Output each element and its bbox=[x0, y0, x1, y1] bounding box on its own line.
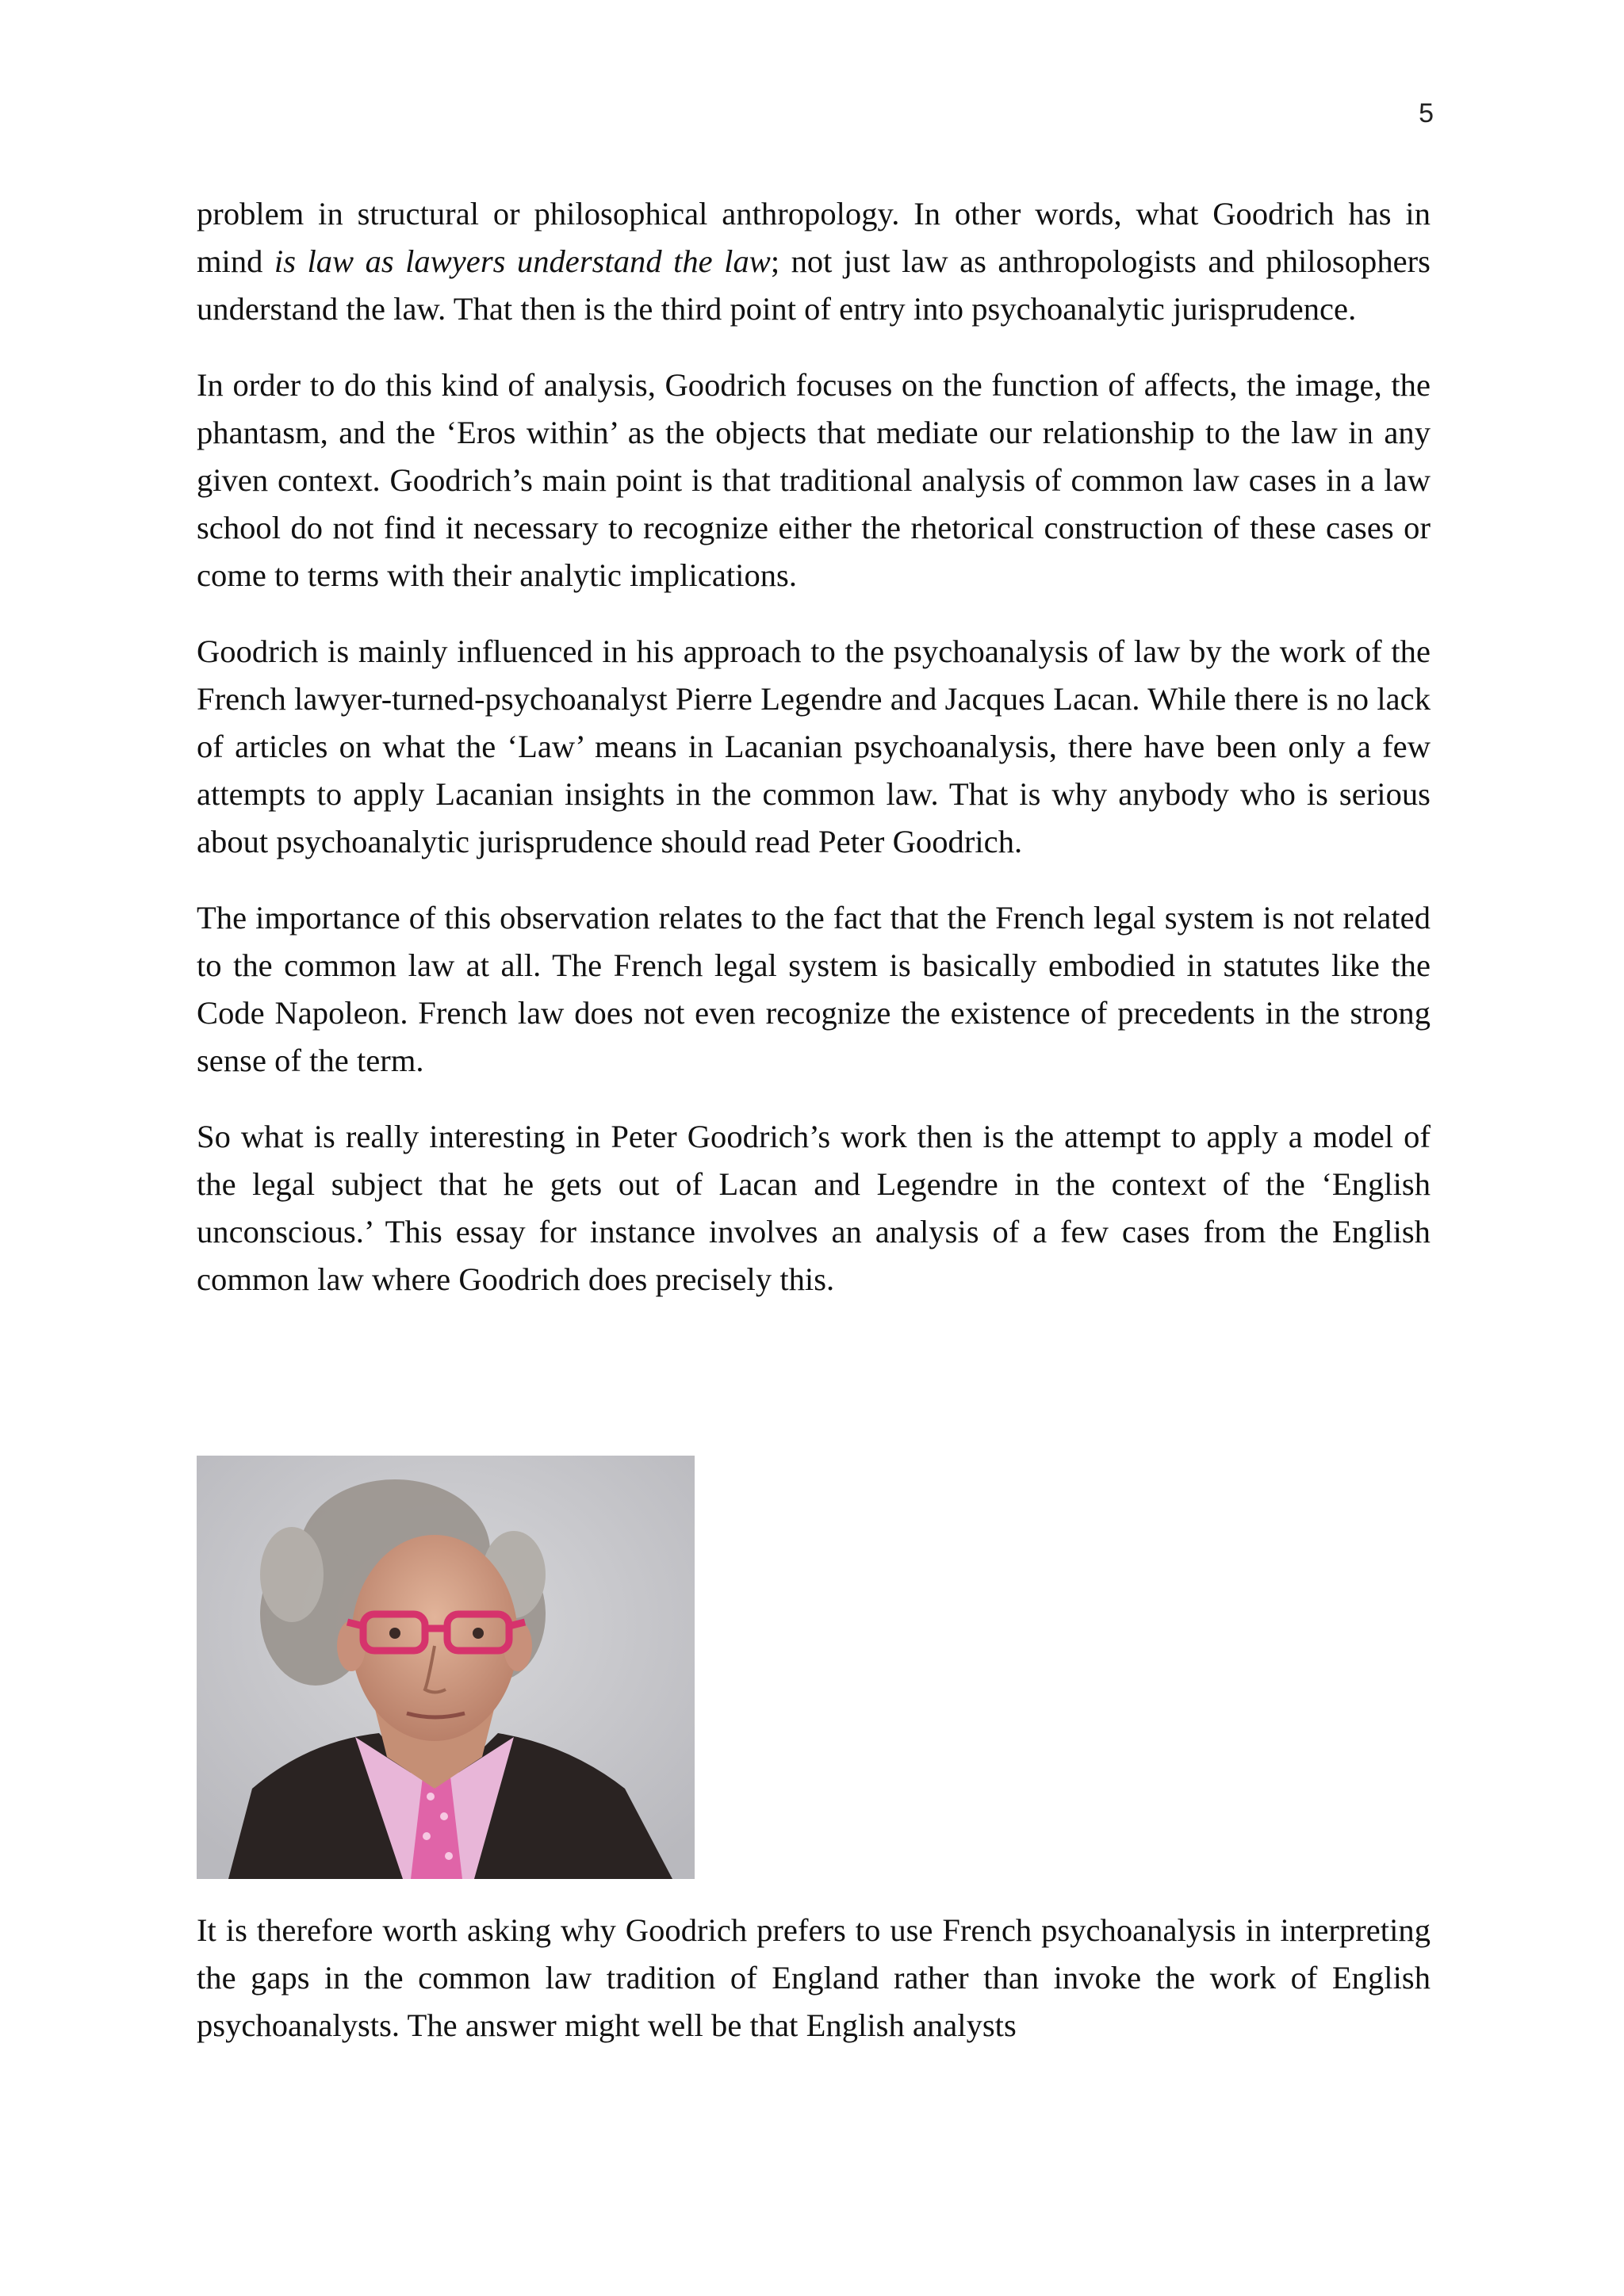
paragraph-1-part-b: ; not just law as anthropologists and philosophers understand the law. That then is the third point of entry into psychoanalytic jurisprudence. bbox=[197, 243, 1431, 327]
face bbox=[351, 1535, 518, 1741]
closing-text bbox=[197, 1907, 1431, 2078]
left-eye bbox=[389, 1628, 400, 1639]
paragraph-1-emphasis: is law as lawyers understand the law bbox=[274, 243, 771, 279]
paragraph-5: So what is really interesting in Peter Goodrich’s work then is the attempt to apply a model of the legal subject that he gets out of Lacan and Legendre in the context of the ‘English unconscious.’ This essay for instance involves an analysis of a few cases from the English common law where Goodrich does precisely this. bbox=[197, 1119, 1431, 1297]
paragraph-1 bbox=[197, 190, 1431, 333]
author-portrait-photo bbox=[197, 1456, 695, 1879]
right-eye bbox=[473, 1628, 484, 1639]
paragraph-2: In order to do this kind of analysis, Goodrich focuses on the function of affects, the image, the phantasm, and the ‘Eros within’ as the objects that mediate our relationship to the law in any given context. Goodrich’s main point is that traditional analysis of common law cases in a law school do not find it necessary to recognize either the rhetorical construction of these cases or come to terms with their analytic implications. bbox=[197, 367, 1431, 593]
page-number: 5 bbox=[1419, 98, 1434, 128]
paragraph-4: The importance of this observation relates to the fact that the French legal system is not related to the common law at all. The French legal system is basically embodied in statutes like the Code Napoleon. French law does not even recognize the existence of precedents in the strong sense of the term. bbox=[197, 900, 1431, 1078]
portrait-illustration bbox=[197, 1456, 695, 1879]
paragraph-1-part-a: problem in structural or philosophical anthropology. In other words, what Goodrich has in mind bbox=[197, 196, 1431, 279]
paragraph-3: Goodrich is mainly influenced in his approach to the psychoanalysis of law by the work of the French lawyer-turned-psychoanalyst Pierre Legendre and Jacques Lacan. While there is no lack of articles on what the ‘Law’ means in Lacanian psychoanalysis, there have been only a few attempts to apply Lacanian insights in the common law. That is why anybody who is serious about psychoanalytic jurisprudence should read Peter Goodrich. bbox=[197, 633, 1431, 859]
paragraph-6: It is therefore worth asking why Goodrich prefers to use French psychoanalysis in interpreting the gaps in the common law tradition of England rather than invoke the work of English psychoanalysts. The answer might well be that English analysts bbox=[197, 1912, 1431, 2043]
body-text bbox=[197, 190, 1431, 1332]
